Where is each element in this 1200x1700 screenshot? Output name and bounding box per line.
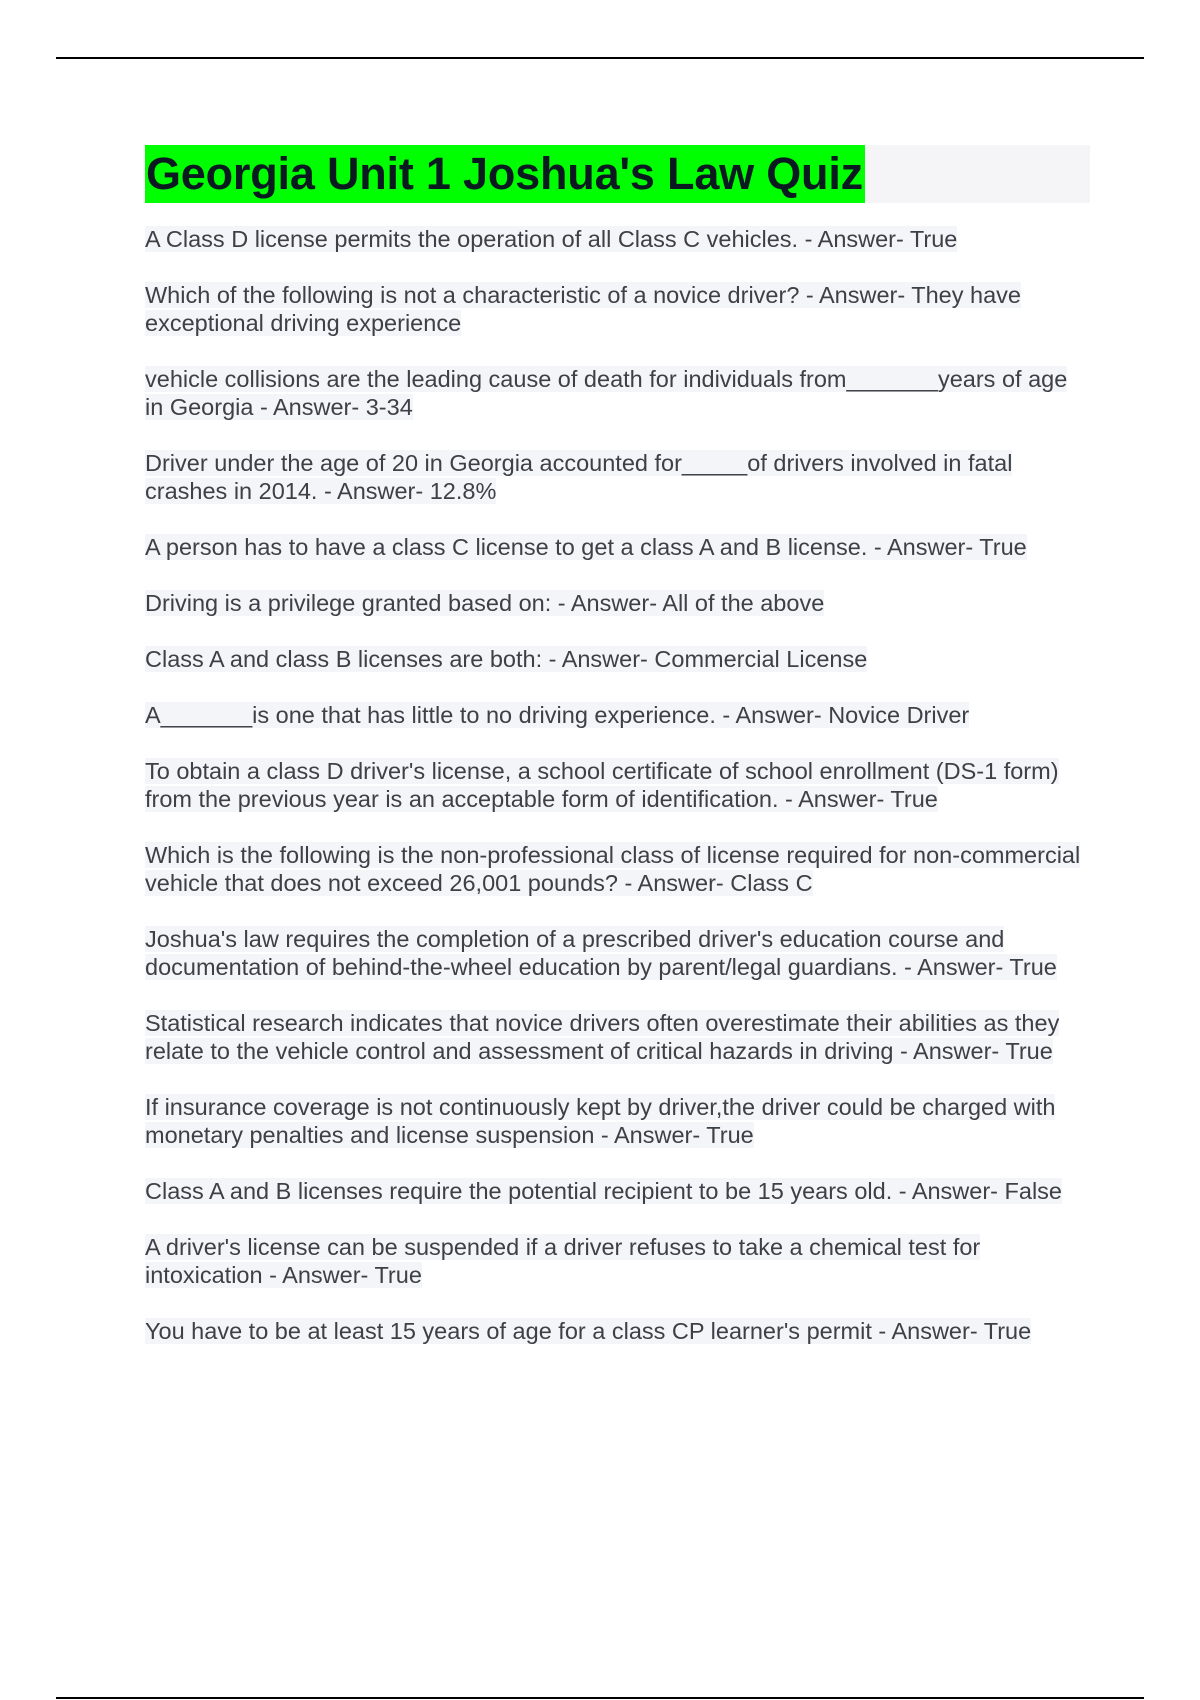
- document-title: Georgia Unit 1 Joshua's Law Quiz: [145, 145, 865, 203]
- qa-list: [145, 225, 1090, 1345]
- qa-item: [145, 757, 1090, 813]
- qa-item: [145, 449, 1090, 505]
- qa-text: A driver's license can be suspended if a driver refuses to take a chemical test for intoxication - Answer- True: [145, 1234, 981, 1288]
- qa-item: [145, 365, 1090, 421]
- footer-rule: [56, 1697, 1144, 1699]
- qa-text: Which is the following is the non-professional class of license required for non-commercial vehicle that does not exceed 26,001 pounds? - Answer- Class C: [145, 842, 1081, 896]
- qa-text: Statistical research indicates that novice drivers often overestimate their abilities as they relate to the vehicle control and assessment of critical hazards in driving - Answer- True: [145, 1010, 1060, 1064]
- qa-item: [145, 1233, 1090, 1289]
- qa-text: Driver under the age of 20 in Georgia accounted for_____of drivers involved in fatal crashes in 2014. - Answer- 12.8%: [145, 450, 1013, 504]
- qa-text: To obtain a class D driver's license, a school certificate of school enrollment (DS-1 form) from the previous year is an acceptable form of identification. - Answer- True: [145, 758, 1059, 812]
- qa-item: [145, 701, 1090, 729]
- qa-text: If insurance coverage is not continuously kept by driver,the driver could be charged with monetary penalties and license suspension - Answer- True: [145, 1094, 1056, 1148]
- qa-item: [145, 645, 1090, 673]
- qa-item: [145, 533, 1090, 561]
- qa-text: Class A and B licenses require the potential recipient to be 15 years old. - Answer- False: [145, 1178, 1062, 1204]
- qa-text: Class A and class B licenses are both: - Answer- Commercial License: [145, 646, 868, 672]
- title-band: [145, 145, 1090, 203]
- qa-item: [145, 1317, 1090, 1345]
- qa-item: [145, 225, 1090, 253]
- qa-item: [145, 589, 1090, 617]
- qa-item: [145, 1093, 1090, 1149]
- qa-text: vehicle collisions are the leading cause of death for individuals from_______years of age in Georgia - Answer- 3-34: [145, 366, 1068, 420]
- qa-item: [145, 1177, 1090, 1205]
- header-rule: [56, 57, 1144, 59]
- qa-text: Driving is a privilege granted based on: - Answer- All of the above: [145, 590, 825, 616]
- qa-item: [145, 925, 1090, 981]
- qa-text: A Class D license permits the operation of all Class C vehicles. - Answer- True: [145, 226, 958, 252]
- qa-text: A person has to have a class C license to get a class A and B license. - Answer- True: [145, 534, 1027, 560]
- qa-text: A_______is one that has little to no driving experience. - Answer- Novice Driver: [145, 702, 970, 728]
- qa-text: Joshua's law requires the completion of a prescribed driver's education course and documentation of behind-the-wheel education by parent/legal guardians. - Answer- True: [145, 926, 1057, 980]
- qa-item: [145, 841, 1090, 897]
- document-body: [145, 145, 1090, 1373]
- qa-text: You have to be at least 15 years of age for a class CP learner's permit - Answer- True: [145, 1318, 1032, 1344]
- qa-item: [145, 281, 1090, 337]
- qa-text: Which of the following is not a characteristic of a novice driver? - Answer- They have exceptional driving experience: [145, 282, 1021, 336]
- qa-item: [145, 1009, 1090, 1065]
